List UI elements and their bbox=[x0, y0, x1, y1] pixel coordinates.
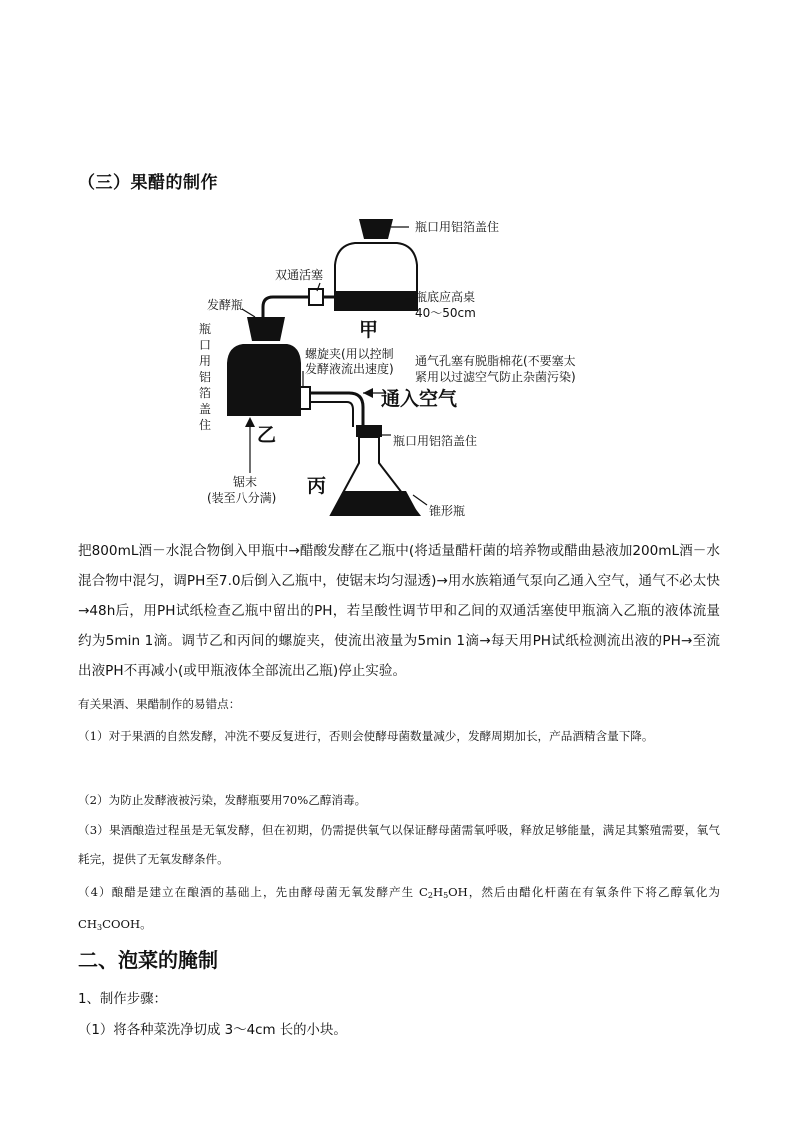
label-two-way-valve: 双通活塞 bbox=[275, 268, 324, 282]
svg-text:盖: 盖 bbox=[199, 402, 212, 416]
svg-text:箔: 箔 bbox=[199, 386, 212, 400]
label-bottle-base-2: 40～50cm bbox=[415, 306, 476, 320]
step-1: （1）将各种菜洗净切成 3～4cm 长的小块。 bbox=[78, 1023, 347, 1038]
bottle-yi bbox=[228, 317, 310, 415]
mistakes-title: 有关果酒、果醋制作的易错点： bbox=[78, 697, 241, 711]
label-jia-cap: 瓶口用铝箔盖住 bbox=[415, 220, 500, 234]
svg-text:住: 住 bbox=[199, 418, 212, 432]
label-ferment-bottle: 发酵瓶 bbox=[207, 298, 244, 312]
svg-text:用: 用 bbox=[199, 354, 212, 368]
label-vent-1: 通气孔塞有脱脂棉花(不要塞太 bbox=[415, 354, 576, 368]
label-vent-2: 紧用以过滤空气防止杂菌污染) bbox=[415, 370, 576, 384]
mistake-item-1: （1）对于果酒的自然发酵，冲洗不要反复进行，否则会使酵母菌数量减少，发酵周期加长，产品酒精含量下降。 bbox=[78, 729, 654, 743]
label-bing: 丙 bbox=[307, 475, 327, 497]
svg-text:瓶: 瓶 bbox=[199, 322, 212, 336]
label-bing-cap: 瓶口用铝箔盖住 bbox=[393, 434, 478, 448]
label-air-in: 通入空气 bbox=[381, 388, 458, 410]
svg-text:口: 口 bbox=[199, 338, 212, 352]
label-screw-clamp-2: 发酵液流出速度) bbox=[305, 362, 394, 376]
svg-text:铝: 铝 bbox=[199, 370, 212, 384]
label-screw-clamp-1: 螺旋夹(用以控制 bbox=[305, 347, 394, 361]
section-heading: （三）果醋的制作 bbox=[78, 173, 218, 193]
label-yi: 乙 bbox=[257, 424, 277, 446]
label-yi-cap-vertical bbox=[199, 322, 211, 432]
label-bottle-base-1: 瓶底应高桌 bbox=[415, 290, 476, 304]
outflow-tube bbox=[310, 393, 363, 427]
step-title: 1、制作步骤： bbox=[78, 992, 167, 1007]
mistake-item-4: （4）酿醋是建立在酿酒的基础上，先由酵母菌无氧发酵产生 $C_2H_5OH$，然后由醋化杆菌在有氧条件下将乙醇氧化为 $CH_3COOH$。 bbox=[78, 885, 721, 932]
label-sawdust-1: 锯末 bbox=[233, 475, 258, 489]
two-way-valve-tube bbox=[263, 289, 335, 317]
label-flask: 锥形瓶 bbox=[429, 504, 466, 518]
label-sawdust-2: (装至八分满) bbox=[207, 491, 277, 505]
bottle-jia bbox=[335, 219, 417, 310]
mistake-item-3: （3）果酒酿造过程虽是无氧发酵，但在初期，仍需提供氧气以保证酵母菌需氧呼吸，释放足够能量，满足其繁殖需要，氧气耗完，提供了无氧发酵条件。 bbox=[78, 823, 720, 866]
fermentation-apparatus-diagram bbox=[195, 205, 576, 530]
label-jia: 甲 bbox=[359, 319, 379, 341]
procedure-paragraph: 把800mL酒－水混合物倒入甲瓶中→醋酸发酵在乙瓶中(将适量醋杆菌的培养物或醋曲悬液加200mL酒－水混合物中混匀，调PH至7.0后倒入乙瓶中，使锯末均匀湿透)→用水族箱通气泵向乙通入空气，通气不必太快→48h后，用PH试纸检查乙瓶中留出的PH，若呈酸性调节甲和乙间的双通活塞使甲瓶滴入乙瓶的液体流量约为5min 1滴。调节乙和丙间的螺旋夹，使流出液量为5min 1滴→每天用PH试纸检测流出液的PH→至流出液PH不再减小(或甲瓶液体全部流出乙瓶)停止实验。 bbox=[78, 543, 720, 679]
section-2-heading: 二、泡菜的腌制 bbox=[78, 948, 218, 972]
mistake-item-2: （2）为防止发酵液被污染，发酵瓶要用70%乙醇消毒。 bbox=[78, 793, 367, 807]
